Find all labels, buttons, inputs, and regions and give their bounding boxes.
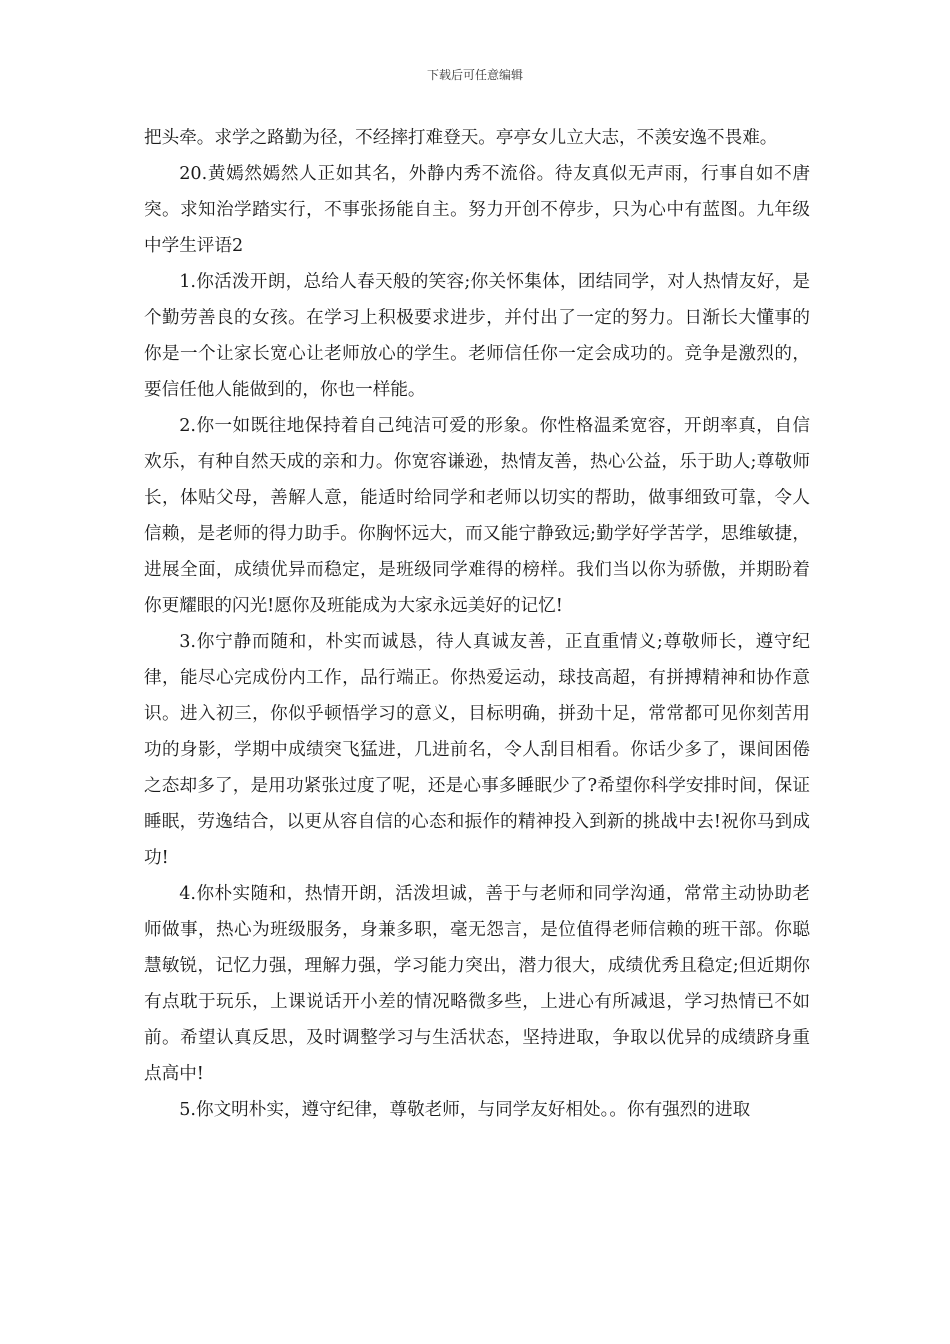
page-header: 下载后可任意编辑 <box>426 68 523 82</box>
document-body <box>144 120 810 1128</box>
paragraph-6: 4.你朴实随和，热情开朗，活泼坦诚，善于与老师和同学沟通，常常主动协助老师做事，热心为班级服务，身兼多职，毫无怨言，是位值得老师信赖的班干部。你聪慧敏锐，记忆力强，理解力强，学习能力突出，潜力很大，成绩优秀且稳定;但近期你有点耽于玩乐，上课说话开小差的情况略微多些，上进心有所减退，学习热情已不如前。希望认真反思，及时调整学习与生活状态，坚持进取，争取以优异的成绩跻身重点高中! <box>144 884 810 1084</box>
paragraph-3: 1.你活泼开朗，总给人春天般的笑容;你关怀集体，团结同学，对人热情友好，是个勤劳善良的女孩。在学习上积极要求进步，并付出了一定的努力。日渐长大懂事的你是一个让家长宽心让老师放心的学生。老师信任你一定会成功的。竞争是激烈的，要信任他人能做到的，你也一样能。 <box>144 272 810 400</box>
paragraph-2: 20.黄嫣然嫣然人正如其名，外静内秀不流俗。待友真似无声雨，行事自如不唐突。求知治学踏实行，不事张扬能自主。努力开创不停步，只为心中有蓝图。九年级中学生评语2 <box>144 164 810 256</box>
paragraph-4: 2.你一如既往地保持着自己纯洁可爱的形象。你性格温柔宽容，开朗率真，自信欢乐，有种自然天成的亲和力。你宽容谦逊，热情友善，热心公益，乐于助人;尊敬师长，体贴父母，善解人意，能适时给同学和老师以切实的帮助，做事细致可靠，令人信赖，是老师的得力助手。你胸怀远大，而又能宁静致远;勤学好学苦学，思维敏捷，进展全面，成绩优异而稳定，是班级同学难得的榜样。我们当以你为骄傲，并期盼着你更耀眼的闪光!愿你及班能成为大家永远美好的记忆! <box>144 416 810 616</box>
paragraph-7: 5.你文明朴实，遵守纪律，尊敬老师，与同学友好相处。。你有强烈的进取 <box>179 1100 751 1120</box>
paragraph-5: 3.你宁静而随和，朴实而诚恳，待人真诚友善，正直重情义;尊敬师长，遵守纪律，能尽心完成份内工作，品行端正。你热爱运动，球技高超，有拼搏精神和协作意识。进入初三，你似乎顿悟学习的意义，目标明确，拼劲十足，常常都可见你刻苦用功的身影，学期中成绩突飞猛进，几进前名，令人刮目相看。你话少多了，课间困倦之态却多了，是用功紧张过度了呢，还是心事多睡眠少了?希望你科学安排时间，保证睡眠，劳逸结合，以更从容自信的心态和振作的精神投入到新的挑战中去!祝你马到成功! <box>144 632 810 868</box>
paragraph-1: 把头牵。求学之路勤为径，不经摔打难登天。亭亭女儿立大志，不羡安逸不畏难。 <box>144 128 778 148</box>
